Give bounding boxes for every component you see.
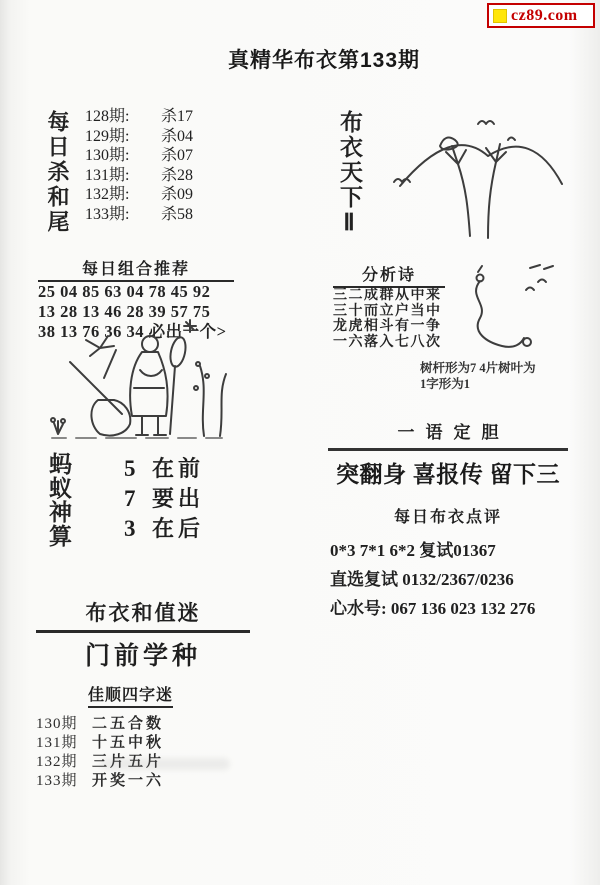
hezhi-section [36,597,250,672]
ant-text: 在后 [152,516,205,541]
ant-row [124,482,204,512]
kill-value: 杀07 [161,147,194,164]
kill-period: 132期: [85,186,130,203]
ant-number: 5 [124,456,136,481]
number-picks [330,536,535,623]
hezhi-phrase: 门前学种 [84,643,201,670]
ant-row [124,512,204,542]
combo-title: 每日组合推荐 [38,256,234,282]
daily-review-title: 每日布衣点评 [393,509,502,526]
kill-row [85,166,193,186]
four-char-period: 130期 [36,716,78,732]
dingdan-section [328,418,568,527]
combo-row-3-numbers: 38 13 76 36 34 [38,322,149,341]
combo-row-1: 25 04 85 63 04 78 45 92 [38,282,211,301]
kill-value: 杀17 [161,108,194,125]
kill-period: 131期: [85,166,130,184]
kill-row [85,205,193,225]
pick-line-3: 心水号: 067 136 023 132 276 [330,599,536,618]
kill-row [85,185,193,205]
poem-line-4: 一六落入七八次 [333,334,442,350]
hill-tree-sketch [382,106,570,244]
four-char-period: 131期 [36,735,78,751]
snake-sketch [426,260,561,360]
badge-square-icon [493,9,507,23]
scan-smudge [100,758,230,770]
poem-line-1: 三二成群从中来 [333,288,442,303]
poem-caption [420,360,536,392]
buyi-tianxia-vertical-title: 布衣天下Ⅱ [337,110,362,238]
badge-label: cz89.com [511,6,578,24]
four-char-period: 132期 [36,754,78,770]
kill-period: 129期: [85,127,130,145]
poem-caption-line-1: 树杆形为7 4片树叶为 [420,361,536,375]
kill-period: 130期: [85,147,130,164]
ant-number: 3 [124,516,136,541]
ant-text: 在前 [152,456,205,481]
daily-kill-list [85,107,193,224]
four-char-section [36,682,246,788]
page-title: 真精华布衣第133期 [227,49,421,72]
kill-value: 杀58 [161,205,194,223]
ant-text: 要出 [152,486,205,511]
four-char-text: 开奖一六 [92,773,165,789]
ant-row [124,452,204,482]
four-char-text: 三片五片 [92,754,165,770]
kill-row [85,107,193,127]
poem-title: 分析诗 [333,262,445,288]
four-char-title: 佳顺四字迷 [88,682,173,708]
kill-row [85,146,193,166]
ant-rows [124,452,204,542]
kill-value: 杀28 [161,166,194,184]
four-char-text: 十五中秋 [92,735,165,751]
kill-period: 133期: [85,205,130,223]
four-char-row [36,731,246,750]
pick-line-1: 0*3 7*1 6*2 复试01367 [330,541,496,560]
four-char-text: 二五合数 [92,716,165,732]
combo-note: 必出一个> [148,322,227,341]
site-badge[interactable] [487,3,595,28]
four-char-rows [36,712,246,788]
combo-row-2: 13 28 13 46 28 39 57 75 [38,302,211,321]
pick-line-2: 直选复试 0132/2367/0236 [330,570,514,589]
dingdan-title: 一语定胆 [328,418,568,451]
kill-value: 杀09 [161,186,194,203]
kill-row [85,127,193,147]
kill-period: 128期: [85,108,130,125]
monk-cartoon-sketch [42,314,237,446]
poem-caption-line-2: 1字形为1 [420,377,471,391]
poem-line-2: 三十而立户当中 [333,303,442,319]
kill-value: 杀04 [161,127,194,145]
four-char-row [36,769,246,788]
four-char-period: 133期 [36,773,78,789]
hezhi-title: 布衣和值迷 [36,597,250,633]
ant-vertical-title: 蚂蚁神算 [46,452,71,548]
four-char-row [36,712,246,731]
dingdan-phrase: 突翻身 喜报传 留下三 [336,462,560,487]
ant-number: 7 [124,486,136,511]
poem-line-3: 龙虎相斗有一争 [333,319,442,334]
daily-kill-vertical-title: 每日杀和尾 [45,110,70,235]
